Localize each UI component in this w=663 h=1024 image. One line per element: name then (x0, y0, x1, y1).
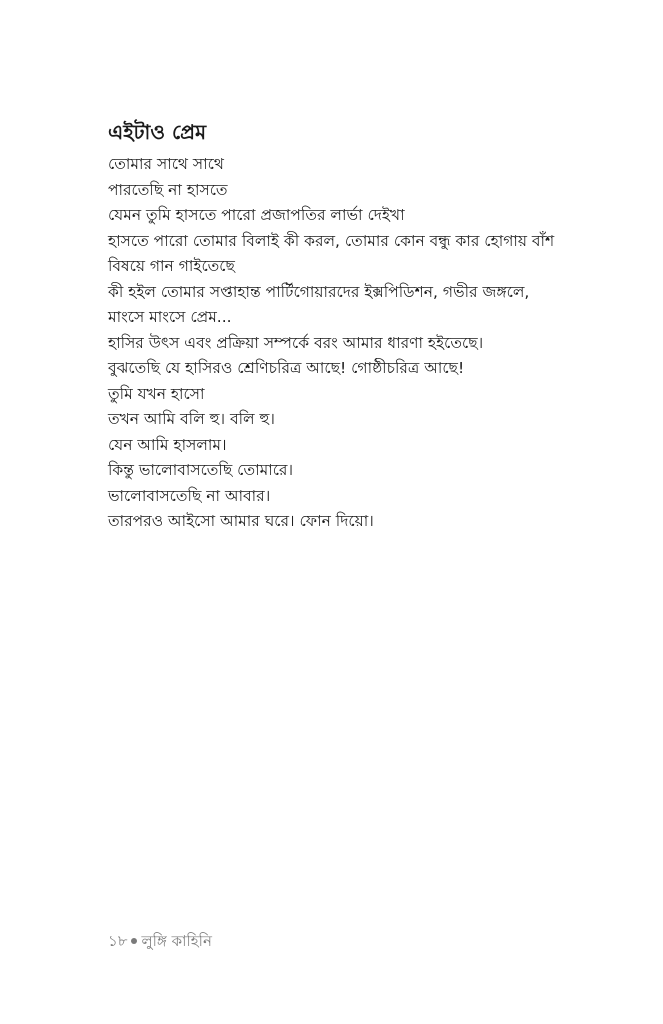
poem-line: বিষয়ে গান গাইতেছে (108, 257, 235, 275)
poem-line: ভালোবাসতেছি না আবার। (108, 486, 271, 505)
poem-line: হাসতে পারো তোমার বিলাই কী করল, তোমার কোন বন্ধু কার হোগায় বাঁশ (108, 231, 555, 250)
poem-line: কিন্তু ভালোবাসতেছি তোমারে। (108, 461, 293, 479)
poem-line: মাংসে মাংসে প্রেম... (108, 308, 232, 326)
poem-body (108, 152, 578, 535)
book-title: লুঙ্গি কাহিনি (141, 932, 212, 950)
poem-line: তোমার সাথে সাথে (108, 155, 224, 173)
page-number: ১৮ (108, 932, 128, 950)
poem-line: কী হইল তোমার সপ্তাহান্ত পার্টিগোয়ারদের ইক্সপিডিশন, গভীর জঙ্গলে, (108, 282, 530, 301)
poem-line: যেমন তুমি হাসতে পারো প্রজাপতির লার্ভা দেইখা (108, 206, 405, 224)
poem-line: তারপরও আইসো আমার ঘরে। ফোন দিয়ো। (108, 512, 374, 530)
poem-line: পারতেছি না হাসতে (108, 180, 228, 199)
poem-title: এইটাও প্রেম (108, 120, 207, 144)
poem-line: তুমি যখন হাসো (108, 384, 205, 403)
poem-line: বুঝতেছি যে হাসিরও শ্রেণিচরিত্র আছে! গোষ্ঠীচরিত্র আছে! (108, 359, 465, 377)
poem-line: হাসির উৎস এবং প্রক্রিয়া সম্পর্কে বরং আমার ধারণা হইতেছে। (108, 333, 484, 352)
poem-line: তখন আমি বলি হু। বলি হু। (108, 410, 275, 428)
page-footer (108, 930, 212, 952)
bullet-separator-icon (131, 938, 137, 944)
poem-line: যেন আমি হাসলাম। (108, 435, 227, 454)
